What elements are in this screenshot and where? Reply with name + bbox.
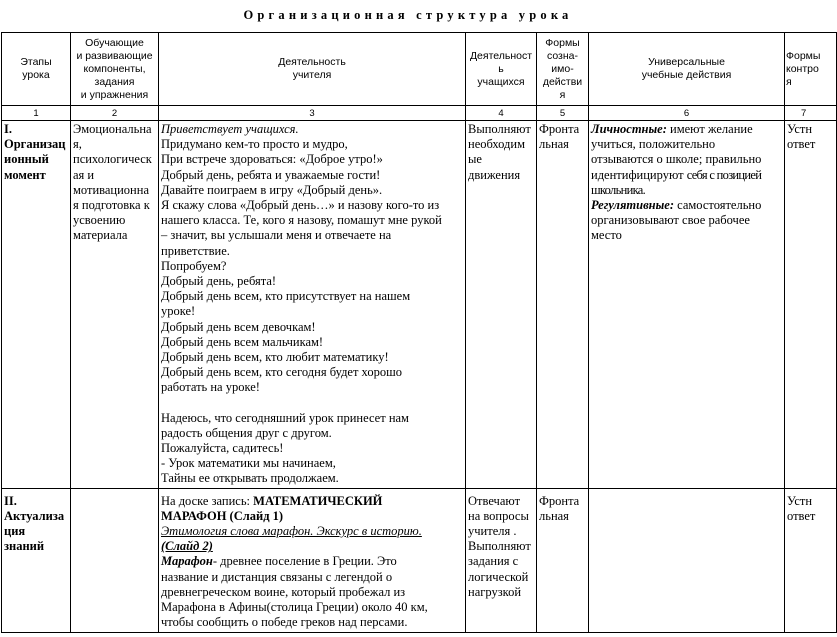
stage-cell: I. Организац ионный момент bbox=[2, 121, 71, 489]
etymology-link: Этимология слова марафон. Экскурс в историю. bbox=[161, 524, 422, 539]
column-number: 3 bbox=[159, 106, 466, 121]
header-control: Формы контро я bbox=[785, 33, 837, 106]
personal-label: Личностные: bbox=[591, 122, 667, 136]
header-components: Обучающие и развивающие компоненты, задания и упражнения bbox=[71, 33, 159, 106]
teacher-intro: Приветствует учащихся. bbox=[161, 122, 299, 136]
header-teacher: Деятельность учителя bbox=[159, 33, 466, 106]
forms-cell: Фронта льная bbox=[537, 488, 589, 632]
header-uud: Универсальные учебные действия bbox=[589, 33, 785, 106]
column-number: 4 bbox=[466, 106, 537, 121]
control-cell: Устн ответ bbox=[785, 488, 837, 632]
stage-row-actualization bbox=[2, 488, 837, 632]
header-stages: Этапы урока bbox=[2, 33, 71, 106]
header-forms: Формы созна- имо- действи я bbox=[537, 33, 589, 106]
header-row bbox=[2, 33, 837, 106]
teacher-cell: Приветствует учащихся. Придумано кем-то просто и мудро, При встрече здороваться: «Доброе утро!» Добрый день, ребята и уважаемые гости! Давайте поиграем в игру «Добрый день». Я скажу слова «Добрый день…» и назову кого-то из нашего класса. Те, кого я назову, помашут мне рукой – значит, вы услышали меня и отвечаете на приветствие. Попробуем? Добрый день, ребята! Добрый день всем, кто присутствует на нашем уроке! Добрый день всем девочкам! Добрый день всем мальчикам! Добрый день всем, кто любит математику! Добрый день всем, кто сегодня будет хорошо работать на уроке! Надеюсь, что сегодняшний урок принесет нам радость общения друг с другом. Пожалуйста, садитесь! - Урок математики мы начинаем, Тайны ее открывать продолжаем. bbox=[159, 121, 466, 489]
lesson-structure-table bbox=[1, 32, 837, 633]
components-cell: Эмоциональна я, психологическ ая и мотивационна я подготовка к усвоению материала bbox=[71, 121, 159, 489]
column-number: 5 bbox=[537, 106, 589, 121]
column-number: 1 bbox=[2, 106, 71, 121]
teacher-cell: На доске запись: МАТЕМАТИЧЕСКИЙ МАРАФОН (Слайд 1) Этимология слова марафон. Экскурс в историю. (Слайд 2) Марафон- древнее поселение в Греции. Это название и дистанция связаны с легендой о древнегреческом воине, который пробежал из Марафона в Афины(столица Греции) около 40 км, чтобы сообщить о победе греков над персами. bbox=[159, 488, 466, 632]
control-cell: Устн ответ bbox=[785, 121, 837, 489]
stage-cell: II. Актуализа ция знаний bbox=[2, 488, 71, 632]
column-number: 7 bbox=[785, 106, 837, 121]
uud-cell: Личностные: имеют желание учиться, положительно отзываются о школе; правильно идентифицируют себя с позицией школьника. Регулятивные: самостоятельно организовывают свое рабочее место bbox=[589, 121, 785, 489]
page-title: Организационная структура урока bbox=[243, 8, 573, 22]
uud-cell bbox=[589, 488, 785, 632]
column-number-row bbox=[2, 106, 837, 121]
stage-row-organizational bbox=[2, 121, 837, 489]
column-number: 2 bbox=[71, 106, 159, 121]
components-cell bbox=[71, 488, 159, 632]
students-cell: Выполняют необходим ые движения bbox=[466, 121, 537, 489]
students-cell: Отвечают на вопросы учителя . Выполняют задания с логической нагрузкой bbox=[466, 488, 537, 632]
forms-cell: Фронта льная bbox=[537, 121, 589, 489]
regulatory-label: Регулятивные: bbox=[591, 198, 674, 213]
header-students: Деятельност ь учащихся bbox=[466, 33, 537, 106]
column-number: 6 bbox=[589, 106, 785, 121]
